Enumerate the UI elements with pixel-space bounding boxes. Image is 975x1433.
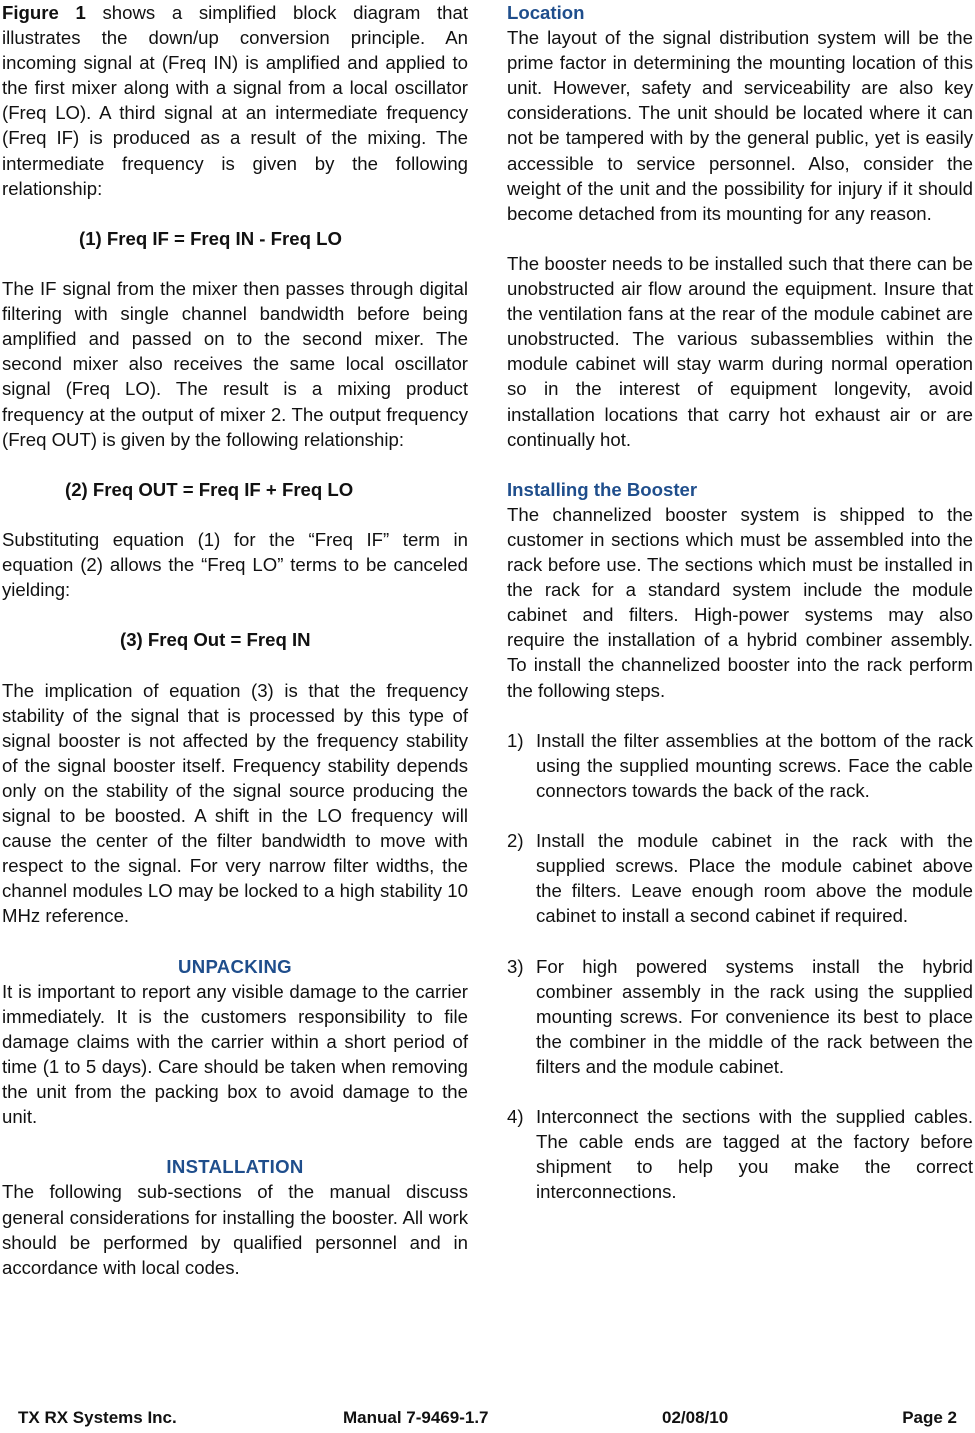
footer-manual: Manual 7-9469-1.7 xyxy=(343,1408,489,1427)
intro-paragraph xyxy=(2,0,468,201)
equation-2: (2) Freq OUT = Freq IF + Freq LO xyxy=(65,478,354,500)
unpacking-paragraph: It is important to report any visible damage to the carrier immediately. It is the customers responsibility to file damage claims with the carrier within a short period of time (1 to 5 days). Care should be taken when removing the unit from the packing box to avoid damage to the unit. xyxy=(2,980,468,1128)
step-text: Install the module cabinet in the rack with the supplied screws. Place the module cabinet above the filters. Leave enough room above the module cabinet to install a second cabinet if required. xyxy=(536,830,973,927)
footer-page-number: Page 2 xyxy=(902,1408,957,1427)
step-item xyxy=(507,954,973,1079)
step-text: Interconnect the sections with the supplied cables. The cable ends are tagged at the factory before shipment to help you make the correct interconnections. xyxy=(536,1106,973,1203)
equation-1: (1) Freq IF = Freq IN - Freq LO xyxy=(79,227,342,249)
airflow-paragraph: The booster needs to be installed such that there can be unobstructed air flow around the equipment. Insure that the ventilation fans at the rear of the module cabinet are unobstructed. The various subassemblies within the module cabinet will stay warm during normal operation so in the interest of equipment longevity, avoid installation locations that carry hot exhaust air or are continually hot. xyxy=(507,252,973,450)
installing-heading: Installing the Booster xyxy=(507,478,698,500)
intro-text: shows a simplified block diagram that illustrates the down/up conversion principle. An incoming signal at (Freq IN) is amplified and applied to the first mixer along with a signal from a local oscillator (Freq LO). A third signal at an intermediate frequency (Freq IF) is produced as a result of the mixing. The intermediate frequency is given by the following relationship: xyxy=(2,2,468,199)
step-number: 2) xyxy=(507,830,524,852)
step-text: Install the filter assemblies at the bottom of the rack using the supplied mounting screws. Face the cable connectors towards the back of the rack. xyxy=(536,729,973,801)
step-item xyxy=(507,1104,973,1204)
figure-reference: Figure 1 xyxy=(2,2,86,23)
step-text: For high powered systems install the hybrid combiner assembly in the rack using the supplied mounting screws. For convenience its best to place the combiner in the middle of the rack between the filters and the module cabinet. xyxy=(536,955,973,1077)
installing-paragraph: The channelized booster system is shipped to the customer in sections which must be assembled into the rack before use. The sections which must be installed in the rack for a standard system include the module cabinet and filters. High-power systems may also require the installation of a hybrid combiner assembly. To install the channelized booster into the rack perform the following steps. xyxy=(507,503,973,701)
left-column xyxy=(2,0,468,1280)
unpacking-heading: UNPACKING xyxy=(178,955,292,977)
step-item xyxy=(507,728,973,803)
location-paragraph: The layout of the signal distribution system will be the prime factor in determining the mounting location of this unit. However, safety and serviceability are also key considerations. The unit should be located where it can not be tampered with by the general public, yet is easily accessible to service personnel. Also, consider the weight of the unit and the possibility for injury if it should become detached from its mounting for any reason. xyxy=(507,27,973,224)
step-item xyxy=(507,828,973,928)
footer-company: TX RX Systems Inc. xyxy=(18,1408,177,1427)
equation-3: (3) Freq Out = Freq IN xyxy=(120,629,311,651)
right-column xyxy=(507,0,973,1205)
implication-paragraph: The implication of equation (3) is that the frequency stability of the signal that is processed by this type of signal booster is not affected by the frequency stability of the signal booster itself. Frequency stability depends only on the stability of the signal source producing the signal to be boosted. A shift in the LO frequency will cause the center of the filter bandwidth to move with respect to the signal. For very narrow filter widths, the channel modules LO may be locked to a high stability 10 MHz reference. xyxy=(2,679,468,927)
step-number: 3) xyxy=(507,955,524,977)
if-signal-paragraph: The IF signal from the mixer then passes through digital filtering with single channel bandwidth before being amplified and passed on to the second mixer. The second mixer also receives the same local oscillator signal (Freq LO). The result is a mixing product frequency at the output of mixer 2. The output frequency (Freq OUT) is given by the following relationship: xyxy=(2,278,468,450)
substitution-paragraph: Substituting equation (1) for the “Freq IF” term in equation (2) allows the “Freq LO” terms to be canceled yielding: xyxy=(2,528,468,601)
location-heading: Location xyxy=(507,2,585,23)
footer-date: 02/08/10 xyxy=(662,1408,729,1427)
installation-paragraph: The following sub-sections of the manual discuss general considerations for installing the booster. All work should be performed by qualified personnel and in accordance with local codes. xyxy=(2,1181,468,1278)
page-footer xyxy=(0,1408,975,1433)
step-number: 4) xyxy=(507,1106,524,1128)
installation-heading: INSTALLATION xyxy=(166,1156,304,1178)
step-number: 1) xyxy=(507,729,524,751)
